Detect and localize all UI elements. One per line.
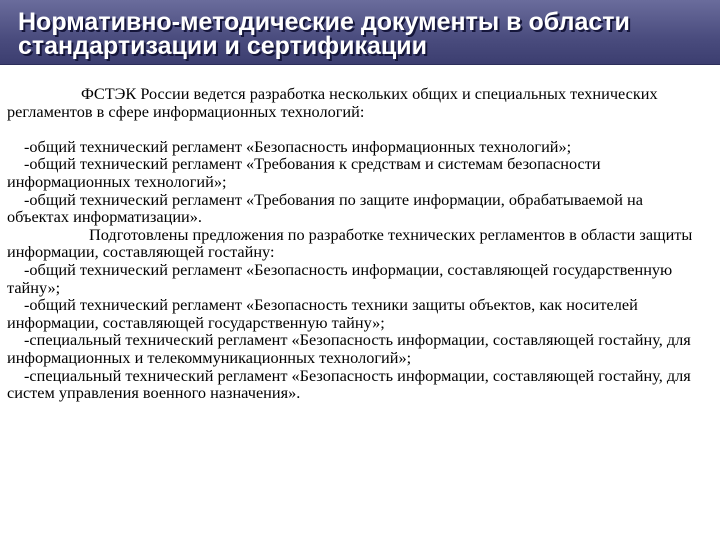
regulation-item: -общий технический регламент «Безопасность техники защиты объектов, как носителей информации, составляющей государственную тайну»; bbox=[7, 295, 638, 332]
proposals-paragraph: Подготовлены предложения по разработке технических регламентов в области защиты информации, составляющей гостайну: bbox=[7, 224, 693, 262]
regulation-item: -общий технический регламент «Безопасность информации, составляющей государственную тайну»; bbox=[7, 259, 673, 297]
regulation-item: -специальный технический регламент «Безопасность информации, составляющей гостайну, для систем управления военного назначения». bbox=[7, 365, 691, 403]
regulation-item: -общий технический регламент «Безопасность информационных технологий»; bbox=[24, 136, 572, 156]
slide-title-line-2: стандартизации и сертификации bbox=[18, 32, 427, 60]
slide-body bbox=[7, 85, 707, 402]
intro-paragraph: ФСТЭК России ведется разработка нескольких общих и специальных технических регламентов в сфере информационных технологий: bbox=[7, 84, 658, 121]
regulation-item: -общий технический регламент «Требования по защите информации, обрабатываемой на объектах информатизации». bbox=[7, 189, 643, 227]
title-banner bbox=[0, 0, 720, 65]
regulation-item: -общий технический регламент «Требования к средствам и системам безопасности информационных технологий»; bbox=[7, 154, 601, 191]
regulation-item: -специальный технический регламент «Безопасность информации, составляющей гостайну, для информационных и телекоммуникационных технологий»; bbox=[7, 330, 691, 367]
slide-title-line-1: Нормативно-методические документы в области bbox=[18, 8, 630, 36]
